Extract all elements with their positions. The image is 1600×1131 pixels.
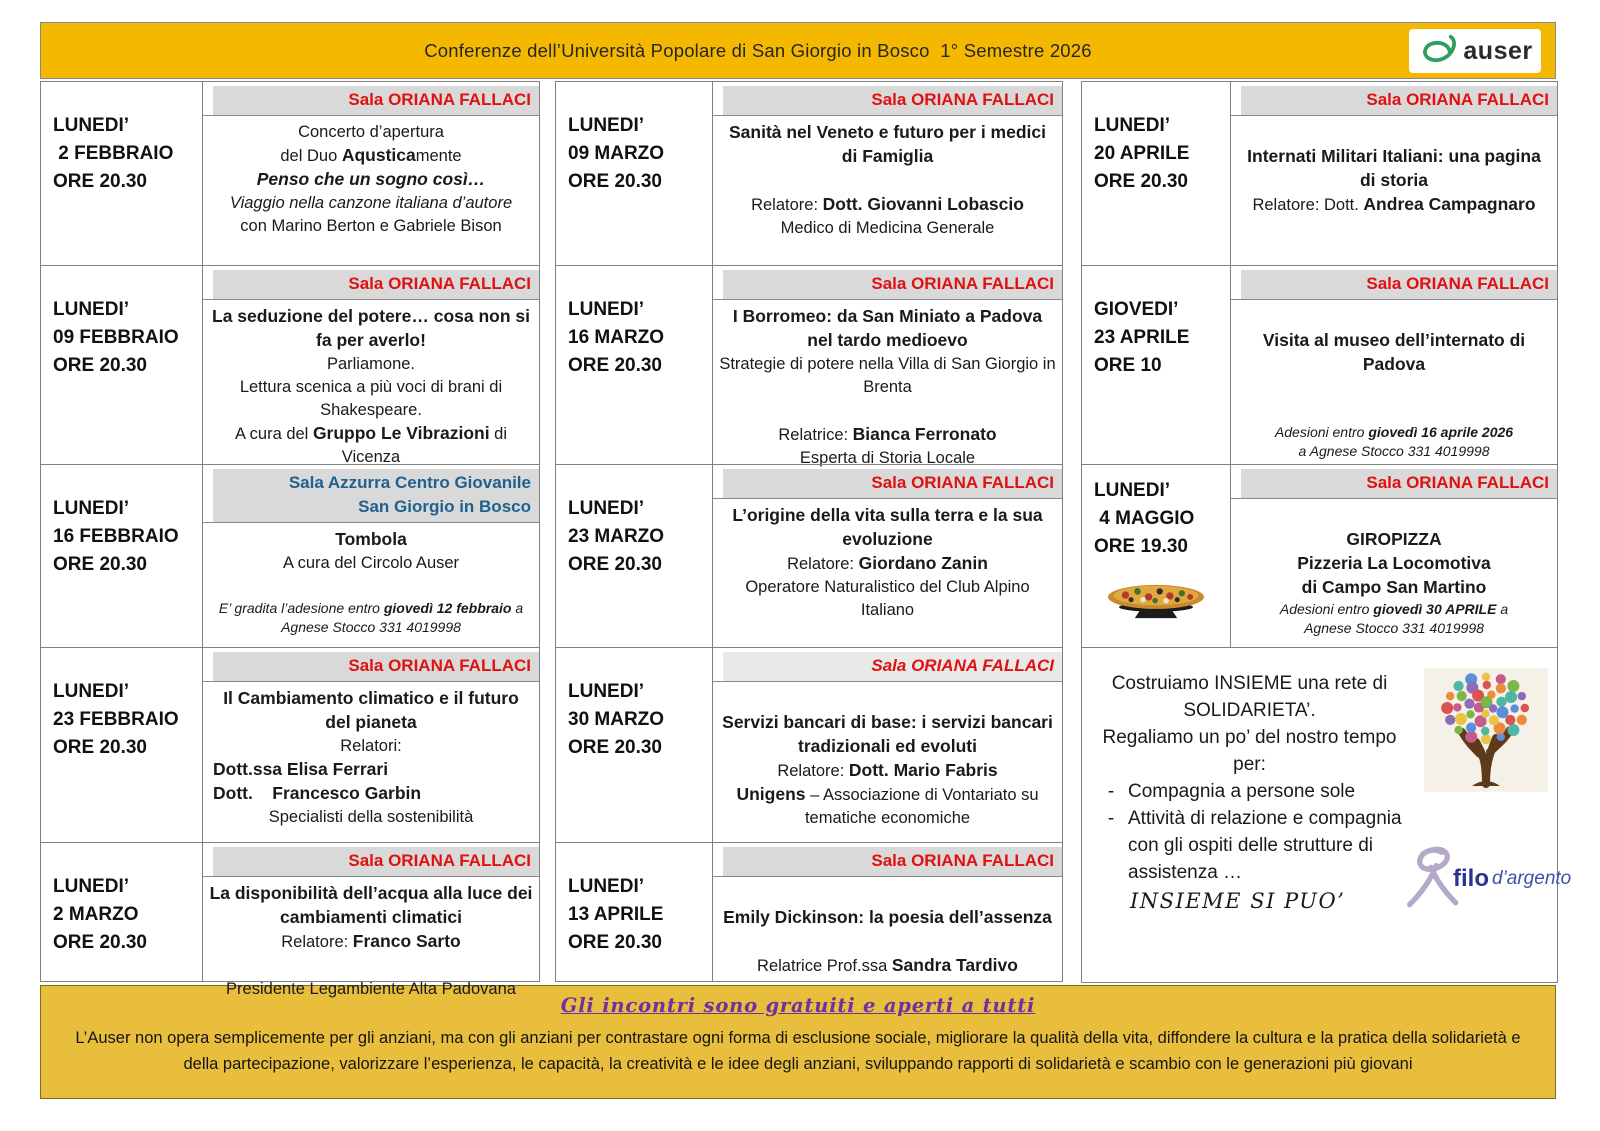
event-text-line	[1237, 576, 1551, 600]
date-text: ORE 20.30	[568, 737, 662, 758]
event-text-line	[209, 930, 533, 954]
venue-name: Sala ORIANA FALLACI	[1366, 473, 1549, 492]
text-segment: Strategie di potere nella Villa di San Giorgio in Brenta	[719, 355, 1056, 396]
event-text-line	[209, 735, 533, 758]
schedule-row	[40, 647, 540, 843]
date-text: LUNEDI’	[568, 681, 644, 702]
text-segment: La disponibilità dell’acqua alla luce dei cambiamenti climatici	[209, 883, 533, 927]
date-cell	[555, 464, 713, 648]
event-text-line	[209, 305, 533, 353]
event-body	[203, 523, 539, 641]
event-text-line	[209, 168, 533, 192]
venue-name: Sala ORIANA FALLACI	[871, 274, 1054, 293]
schedule-row	[555, 265, 1063, 465]
header-bar	[40, 22, 1556, 79]
venue-header	[1241, 270, 1557, 299]
schedule-row	[40, 842, 540, 998]
date-text: 23 APRILE	[1094, 327, 1190, 348]
schedule-column-right	[1081, 81, 1572, 983]
text-segment: Gruppo Le Vibrazioni	[312, 423, 490, 443]
event-cell	[1231, 464, 1558, 648]
solidarity-panel	[1081, 647, 1572, 983]
event-text-line	[719, 305, 1056, 353]
event-cell	[713, 265, 1063, 465]
event-body	[203, 116, 539, 242]
schedule-row	[40, 265, 540, 465]
event-text-line	[209, 528, 533, 552]
event-text-line	[719, 423, 1056, 447]
text-segment: Aqustica	[341, 145, 416, 165]
event-cell	[713, 464, 1063, 648]
event-text-line	[209, 758, 533, 782]
bullet-dash: -	[1107, 781, 1115, 802]
event-text-line	[1237, 423, 1551, 442]
date-text: LUNEDI’	[568, 498, 644, 519]
venue-header	[1241, 86, 1557, 115]
venue-header	[213, 847, 539, 876]
date-text: ORE 20.30	[568, 355, 662, 376]
venue-name: Sala ORIANA FALLACI	[348, 274, 531, 293]
date-text: LUNEDI’	[568, 115, 644, 136]
text-segment: con Marino Berton e Gabriele Bison	[240, 217, 502, 235]
event-text-line	[209, 782, 533, 806]
event-text-line	[719, 504, 1056, 552]
event-text-line	[719, 759, 1056, 783]
date-text: LUNEDI’	[568, 299, 644, 320]
date-text: 23 FEBBRAIO	[53, 709, 179, 730]
date-cell	[40, 81, 203, 266]
page-title: Conferenze dell’Università Popolare di San Giorgio in Bosco 1° Semestre 2026	[424, 39, 1092, 61]
text-segment: giovedì 30 APRILE	[1373, 601, 1497, 617]
text-segment: Relatori:	[340, 737, 402, 755]
bullet-text: Compagnia a persone sole	[1128, 781, 1356, 802]
date-text: ORE 19.30	[1094, 536, 1188, 557]
event-body	[203, 300, 539, 473]
date-text: 2 MARZO	[53, 904, 139, 925]
date-cell	[40, 842, 203, 982]
event-text-line	[1237, 600, 1551, 619]
text-segment: Relatore:	[281, 933, 353, 951]
date-cell	[555, 265, 713, 465]
event-cell	[203, 464, 540, 648]
venue-header	[723, 469, 1062, 498]
venue-name: Sala ORIANA FALLACI	[871, 90, 1054, 109]
date-text: ORE 20.30	[1094, 171, 1188, 192]
date-text: ORE 20.30	[53, 171, 147, 192]
date-text: LUNEDI’	[53, 876, 129, 897]
schedule-row	[40, 464, 540, 648]
event-body	[713, 682, 1062, 834]
date-cell	[40, 647, 203, 843]
event-body	[1231, 300, 1557, 465]
event-cell	[1231, 265, 1558, 465]
event-cell	[203, 647, 540, 843]
date-text: 2 FEBBRAIO	[53, 143, 174, 164]
schedule-row	[555, 842, 1063, 982]
text-segment: Medico di Medicina Generale	[780, 219, 995, 237]
filo-logo-text-italic: d’argento	[1492, 867, 1572, 889]
text-segment: I Borromeo: da San Miniato a Padova nel tardo medioevo	[732, 306, 1043, 350]
text-segment: Giordano Zanin	[858, 553, 988, 573]
event-text-line	[209, 353, 533, 376]
date-text: ORE 20.30	[53, 932, 147, 953]
text-segment: Sanità nel Veneto e futuro per i medici di Famiglia	[728, 122, 1047, 166]
date-text: ORE 20.30	[53, 355, 147, 376]
event-text-line	[1237, 329, 1551, 377]
event-text-line	[209, 687, 533, 735]
text-segment: La seduzione del potere… cosa non si fa per averlo!	[212, 306, 530, 350]
date-text: LUNEDI’	[568, 876, 644, 897]
text-segment: L’origine della vita sulla terra e la sua evoluzione	[732, 505, 1043, 549]
text-segment: Relatrice:	[778, 426, 853, 444]
date-text: 13 APRILE	[568, 904, 664, 925]
event-text-line	[1237, 528, 1551, 552]
text-segment: Unigens	[736, 784, 806, 804]
event-cell	[203, 265, 540, 465]
hands-tree-image	[1421, 668, 1551, 792]
date-text: LUNEDI’	[53, 498, 129, 519]
schedule-row	[40, 81, 540, 266]
date-text: 4 MAGGIO	[1094, 508, 1195, 529]
text-segment: Penso che un sogno così…	[256, 169, 486, 189]
text-segment: a	[1496, 601, 1509, 617]
schedule-row	[555, 81, 1063, 266]
text-segment: Viaggio nella canzone italiana d’autore	[229, 194, 513, 212]
text-segment: Specialisti della sostenibilità	[268, 808, 474, 826]
text-segment: Parliamone.	[326, 355, 416, 373]
event-body	[203, 877, 539, 1005]
event-text-line	[1237, 552, 1551, 576]
event-text-line	[209, 882, 533, 930]
event-text-line	[209, 422, 533, 469]
date-cell	[555, 647, 713, 843]
event-text-line	[719, 783, 1056, 830]
text-segment: Relatrice Prof.ssa	[757, 957, 892, 975]
solidarity-bullet	[1094, 778, 1405, 805]
event-cell	[1231, 81, 1558, 266]
date-text: ORE 20.30	[568, 554, 662, 575]
date-text: LUNEDI’	[1094, 480, 1170, 501]
venue-header	[213, 652, 539, 681]
schedule-row	[1081, 265, 1558, 465]
text-segment: Franco Sarto	[352, 931, 461, 951]
venue-header	[723, 270, 1062, 299]
venue-name: Sala Azzurra Centro Giovanile	[288, 473, 531, 492]
text-segment: Lettura scenica a più voci di brani di Shakespeare.	[239, 378, 503, 419]
event-text-line	[719, 121, 1056, 169]
solidarity-bullet	[1094, 805, 1405, 886]
text-segment: Adesioni entro	[1274, 424, 1369, 440]
date-cell	[40, 464, 203, 648]
schedule-column-left	[40, 81, 540, 998]
event-text-line	[1237, 145, 1551, 193]
date-text: LUNEDI’	[53, 681, 129, 702]
solidarity-slogan: INSIEME SI PUO’	[1130, 889, 1346, 913]
text-segment: Andrea Campagnaro	[1363, 194, 1536, 214]
footer-paragraph: L’Auser non opera semplicemente per gli anziani, ma con gli anziani per contrastare ogni forma di esclusione sociale, migliorare la qualità della vita, diffondere la cultura e la pratica della solidarietà e della partecipazione, valorizzare l’esperienza, le capacità, la creatività e le idee degli anziani, sviluppando rapporti di solidarietà e scambio con le generazioni più giovani	[75, 1029, 1521, 1073]
date-cell	[40, 265, 203, 465]
text-segment: E’ gradita l’adesione entro	[218, 600, 384, 616]
auser-logo-text: auser	[1463, 36, 1533, 65]
filo-ribbon-icon	[1399, 840, 1461, 916]
event-body	[713, 877, 1062, 982]
event-text-line	[719, 576, 1056, 622]
schedule-row	[555, 464, 1063, 648]
text-segment: Concerto d’apertura	[298, 123, 444, 141]
date-text: ORE 20.30	[53, 554, 147, 575]
text-segment: Tombola	[335, 529, 407, 549]
text-segment: Relatore: Dott.	[1252, 196, 1364, 214]
text-segment: Dott. Francesco Garbin	[213, 783, 422, 803]
text-segment: Bianca Ferronato	[852, 424, 997, 444]
venue-name: Sala ORIANA FALLACI	[871, 656, 1054, 675]
text-segment: GIROPIZZA	[1346, 529, 1442, 549]
event-text-line	[209, 599, 533, 637]
venue-name: San Giorgio in Bosco	[358, 497, 531, 516]
text-segment: Esperta di Storia Locale	[799, 449, 976, 467]
text-segment: mente	[415, 147, 462, 165]
date-cell	[555, 842, 713, 982]
pizza-image	[1096, 571, 1216, 621]
date-text: ORE 20.30	[568, 171, 662, 192]
event-text-line	[209, 121, 533, 144]
text-segment: Pizzeria La Locomotiva	[1297, 553, 1491, 573]
event-text-line	[719, 552, 1056, 576]
venue-name: Sala ORIANA FALLACI	[348, 851, 531, 870]
date-text: 09 FEBBRAIO	[53, 327, 179, 348]
text-segment: Dott. Giovanni Lobascio	[822, 194, 1024, 214]
text-segment: Adesioni entro	[1279, 601, 1374, 617]
event-cell	[203, 81, 540, 266]
event-text-line	[719, 906, 1056, 930]
event-body	[203, 682, 539, 833]
hands-tree-svg	[1421, 668, 1551, 792]
footer-headline: Gli incontri sono gratuiti e aperti a tutti	[560, 994, 1036, 1017]
date-cell	[1081, 464, 1231, 648]
date-cell	[1081, 265, 1231, 465]
event-text-line	[209, 376, 533, 422]
event-body	[1231, 499, 1557, 642]
auser-logo	[1409, 29, 1541, 73]
event-cell	[713, 647, 1063, 843]
venue-header	[723, 86, 1062, 115]
venue-name: Sala ORIANA FALLACI	[871, 851, 1054, 870]
venue-header	[213, 270, 539, 299]
date-cell	[1081, 81, 1231, 266]
text-segment: Agnese Stocco 331 4019998	[1304, 620, 1484, 636]
venue-name: Sala ORIANA FALLACI	[871, 473, 1054, 492]
text-segment: Dott. Mario Fabris	[848, 760, 998, 780]
event-text-line	[719, 193, 1056, 217]
event-body	[1231, 116, 1557, 221]
date-text: 16 MARZO	[568, 327, 665, 348]
text-segment: a Agnese Stocco 331 4019998	[281, 600, 524, 635]
venue-name: Sala ORIANA FALLACI	[348, 90, 531, 109]
date-text: 16 FEBBRAIO	[53, 526, 179, 547]
text-segment: Operatore Naturalistico del Club Alpino Italiano	[745, 578, 1030, 619]
text-segment: Relatore:	[751, 196, 823, 214]
date-text: LUNEDI’	[53, 299, 129, 320]
date-text: LUNEDI’	[53, 115, 129, 136]
schedule-row	[1081, 464, 1558, 648]
text-segment: Dott.ssa Elisa Ferrari	[213, 759, 389, 779]
filo-dargento-logo	[1399, 840, 1572, 916]
event-text-line	[209, 552, 533, 575]
venue-name: Sala ORIANA FALLACI	[1366, 274, 1549, 293]
text-segment: Servizi bancari di base: i servizi bancari tradizionali ed evoluti	[722, 712, 1053, 756]
date-text: ORE 20.30	[53, 737, 147, 758]
event-text-line	[209, 192, 533, 215]
date-text: 20 APRILE	[1094, 143, 1190, 164]
text-segment: A cura del	[234, 425, 313, 443]
text-segment: Relatore:	[777, 762, 849, 780]
date-text: ORE 10	[1094, 355, 1162, 376]
event-text-line	[719, 217, 1056, 240]
text-segment: giovedì 16 aprile 2026	[1368, 424, 1514, 440]
event-body	[713, 116, 1062, 244]
solidarity-intro-line: Costruiamo INSIEME una rete di SOLIDARIETA’.	[1111, 673, 1388, 721]
event-text-line	[209, 806, 533, 829]
event-text-line	[1237, 619, 1551, 638]
schedule-row	[1081, 81, 1558, 266]
venue-name: Sala ORIANA FALLACI	[1366, 90, 1549, 109]
event-body	[713, 300, 1062, 474]
date-text: LUNEDI’	[1094, 115, 1170, 136]
text-segment: di Campo San Martino	[1301, 577, 1487, 597]
text-segment: giovedì 12 febbraio	[383, 600, 512, 616]
solidarity-intro-line: Regaliamo un po’ del nostro tempo per:	[1102, 727, 1397, 775]
event-cell	[713, 81, 1063, 266]
venue-header	[1241, 469, 1557, 498]
event-text-line	[1237, 193, 1551, 217]
schedule-row	[555, 647, 1063, 843]
text-segment: Il Cambiamento climatico e il futuro del pianeta	[223, 688, 519, 732]
text-segment: Visita al museo dell’internato di Padova	[1262, 330, 1526, 374]
text-segment: Emily Dickinson: la poesia dell’assenza	[723, 907, 1052, 927]
date-cell	[555, 81, 713, 266]
date-text: ORE 20.30	[568, 932, 662, 953]
event-body	[713, 499, 1062, 626]
bullet-text: Attività di relazione e compagnia con gli ospiti delle strutture di assistenza …	[1128, 808, 1402, 883]
event-text-line	[719, 711, 1056, 759]
text-segment: Sandra Tardivo	[891, 955, 1018, 975]
conference-poster	[40, 22, 1572, 1099]
event-text-line	[719, 353, 1056, 399]
date-text: GIOVEDI’	[1094, 299, 1179, 320]
venue-header	[723, 652, 1062, 681]
text-segment: Internati Militari Italiani: una pagina di storia	[1247, 146, 1541, 190]
venue-name: Sala ORIANA FALLACI	[348, 656, 531, 675]
text-segment: – Associazione di Vontariato su tematiche economiche	[804, 786, 1039, 827]
date-text: 23 MARZO	[568, 526, 665, 547]
event-cell	[203, 842, 540, 998]
text-segment: A cura del Circolo Auser	[282, 554, 460, 572]
event-cell	[713, 842, 1063, 982]
date-text: 09 MARZO	[568, 143, 665, 164]
schedule-column-middle	[555, 81, 1063, 982]
schedule-grid	[40, 81, 1572, 998]
text-segment: Presidente Legambiente Alta Padovana	[226, 980, 516, 998]
event-text-line	[719, 954, 1056, 978]
bullet-dash: -	[1107, 808, 1115, 829]
text-segment: a Agnese Stocco 331 4019998	[1298, 443, 1490, 459]
event-text-line	[1237, 442, 1551, 461]
venue-header	[213, 469, 539, 522]
event-text-line	[209, 144, 533, 168]
venue-header	[213, 86, 539, 115]
filo-logo-text-bold: filo	[1453, 864, 1489, 892]
venue-header	[723, 847, 1062, 876]
text-segment: Relatore:	[787, 555, 859, 573]
text-segment: di Vicenza	[341, 425, 508, 466]
event-text-line	[209, 978, 533, 1001]
text-segment: del Duo	[280, 147, 342, 165]
event-text-line	[209, 215, 533, 238]
date-text: 30 MARZO	[568, 709, 665, 730]
